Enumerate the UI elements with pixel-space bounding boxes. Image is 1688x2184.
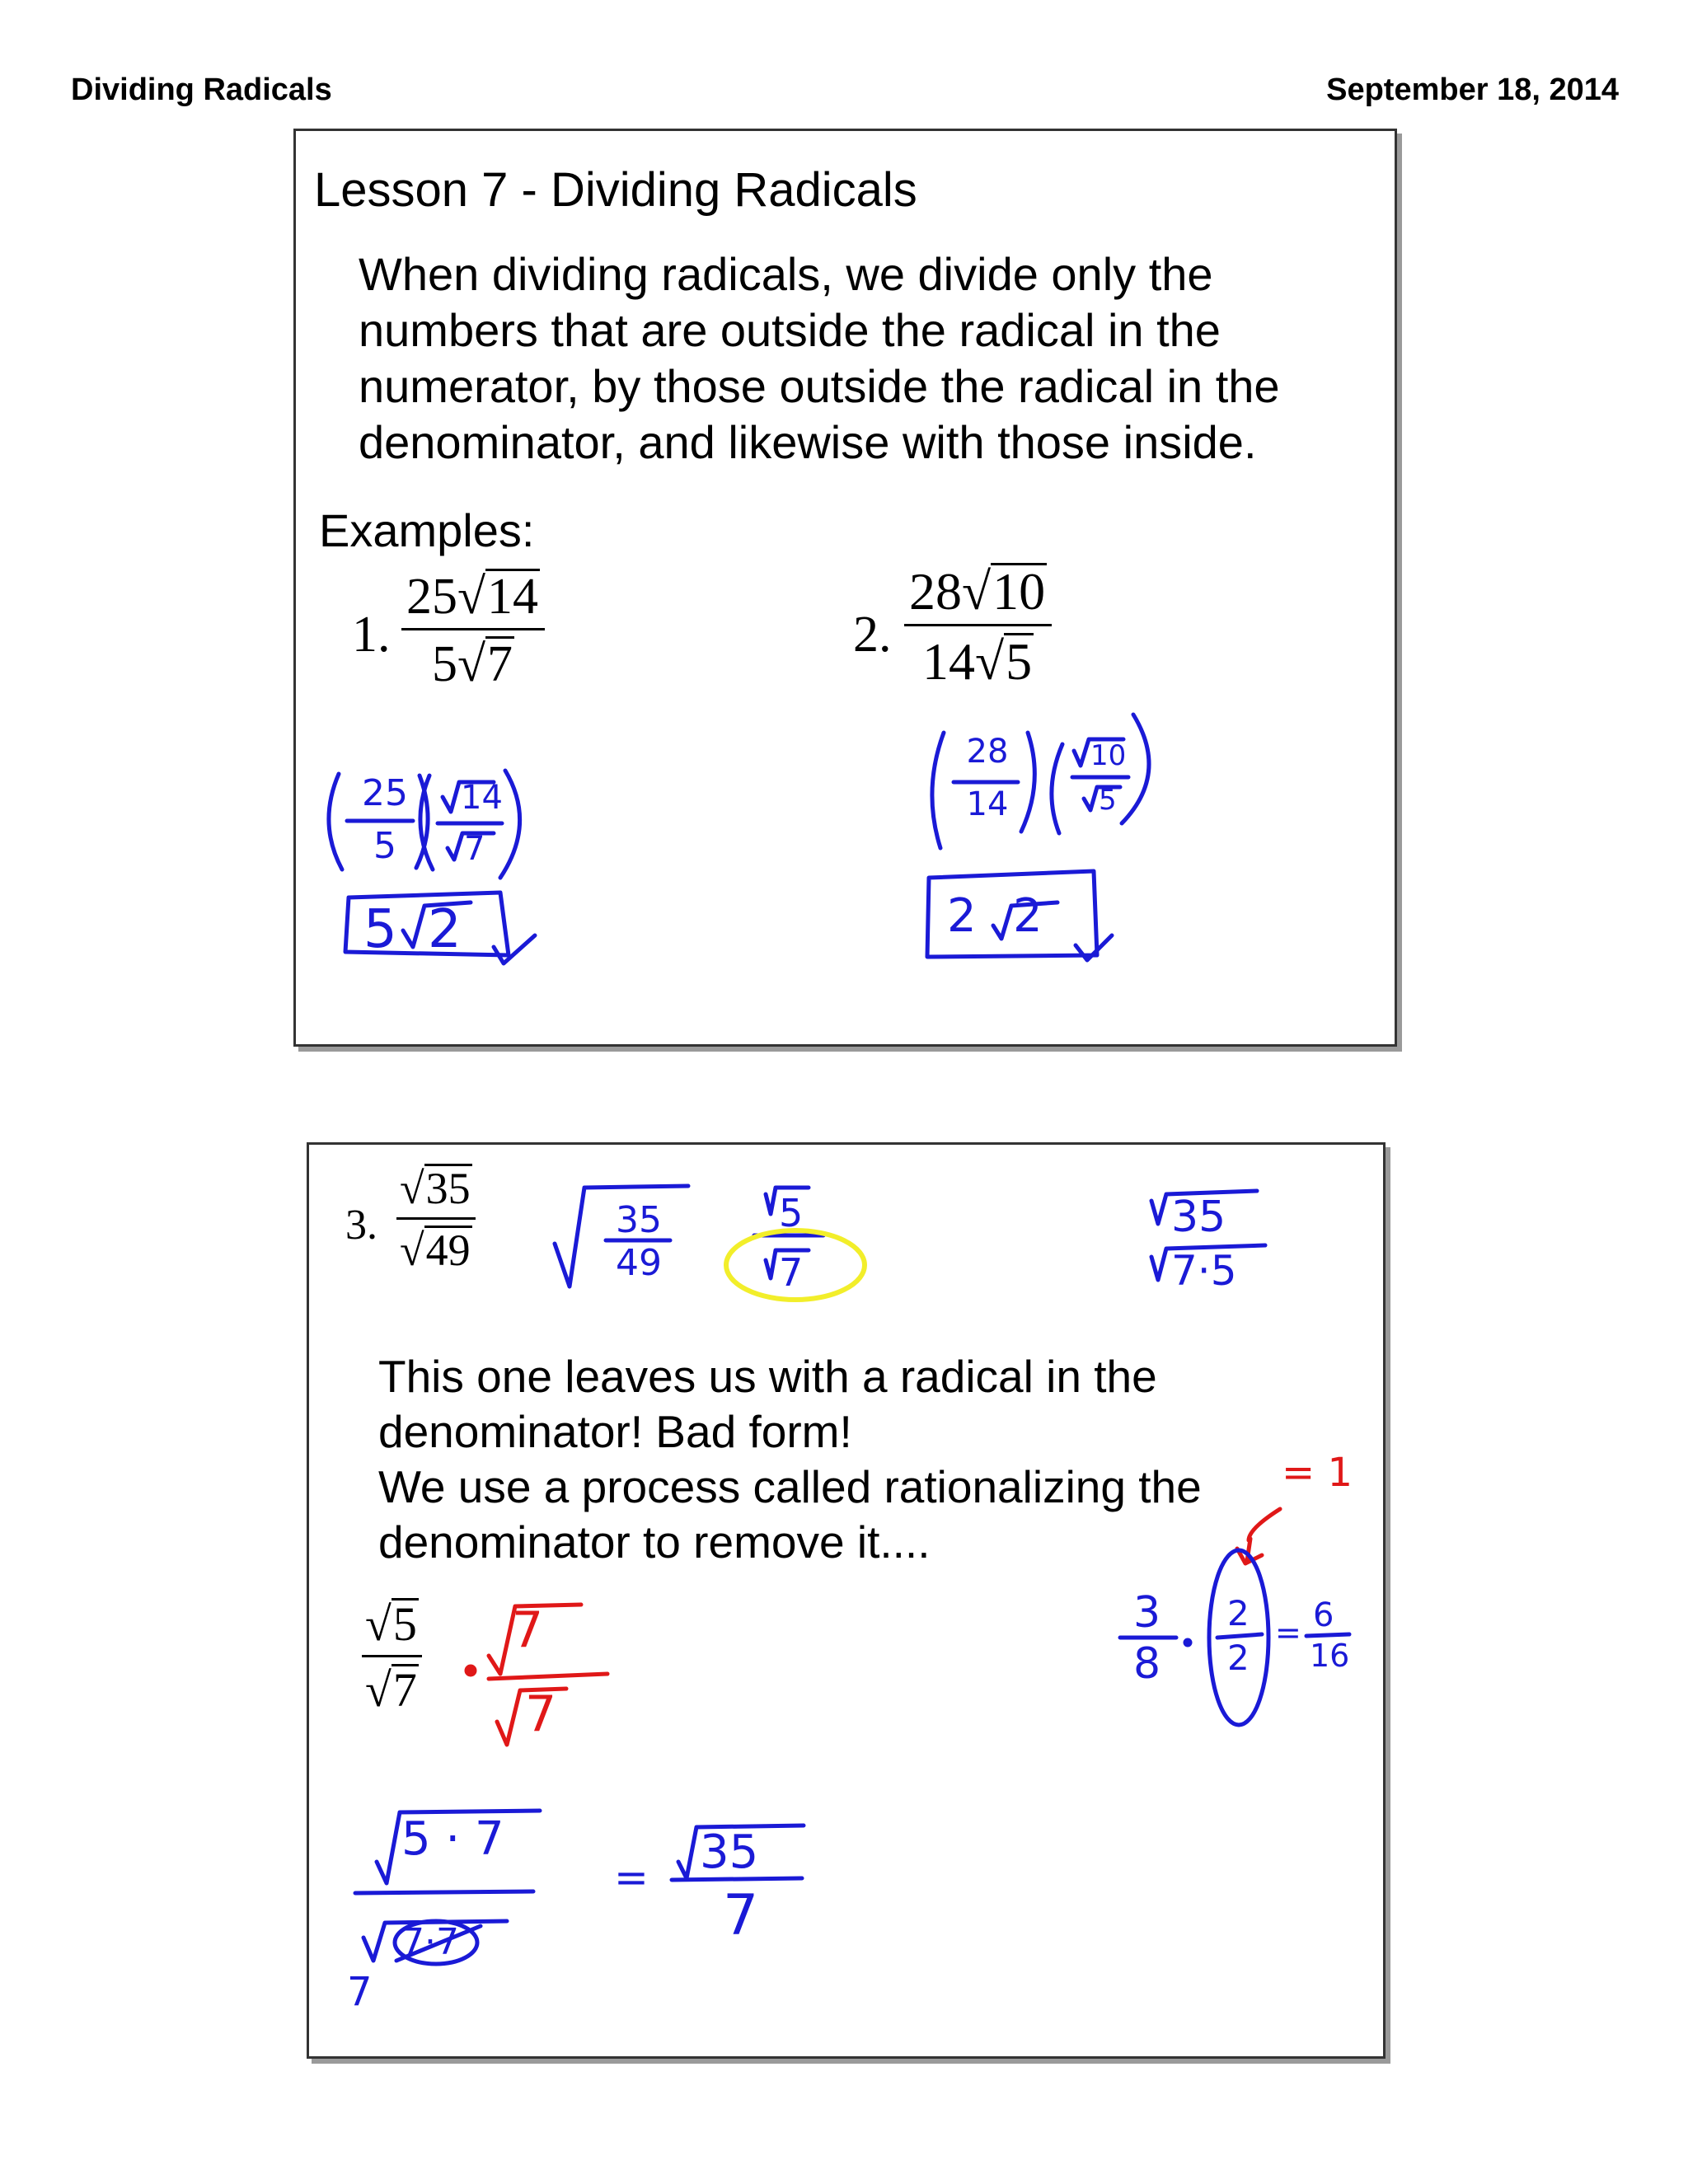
ink-paren xyxy=(1052,744,1062,833)
ink-num: 14 xyxy=(461,779,503,817)
paragraph-line: numbers that are outside the radical in the xyxy=(359,304,1221,356)
slide-lesson-7 xyxy=(293,129,1397,1047)
coefficient: 14 xyxy=(922,632,975,691)
paragraph-line: denominator to remove it.... xyxy=(378,1516,931,1568)
ink-num: 25 xyxy=(362,772,408,814)
page-header-title: Dividing Radicals xyxy=(71,73,332,107)
coefficient: 25 xyxy=(406,569,457,625)
lesson-title: Lesson 7 - Dividing Radicals xyxy=(314,163,917,217)
page-header-date: September 18, 2014 xyxy=(1326,73,1619,107)
example-2-denominator: 14√5 xyxy=(922,632,1033,691)
examples-label: Examples: xyxy=(319,504,535,556)
ink-answer-coef: 5 xyxy=(363,899,397,960)
radicand: 10 xyxy=(992,562,1046,621)
coefficient: 5 xyxy=(432,636,457,692)
ink-num: 7 xyxy=(512,1601,544,1659)
ink-paren xyxy=(1021,733,1034,832)
radicand: 7 xyxy=(487,636,513,692)
ink-fraction-bar xyxy=(1306,1634,1349,1636)
example-3-numerator: √35 xyxy=(400,1164,471,1213)
ink-num: 10 xyxy=(1090,739,1127,772)
ink-den: 14 xyxy=(966,785,1009,823)
coefficient: 28 xyxy=(909,562,962,621)
radicand: 14 xyxy=(487,569,539,625)
ink-den: 5 xyxy=(1099,784,1117,817)
ink-num: 5 xyxy=(779,1191,804,1235)
radicand: 5 xyxy=(1006,632,1033,691)
ink-den: 7·5 xyxy=(1171,1247,1237,1295)
paragraph-line: When dividing radicals, we divide only the xyxy=(359,248,1213,300)
ink-multiply-dot xyxy=(1185,1640,1190,1645)
ink-example-2 xyxy=(296,131,1395,1044)
ink-den: 16 xyxy=(1310,1638,1350,1674)
ink-num: 3 xyxy=(1133,1588,1161,1638)
step-numerator: √5 xyxy=(365,1597,417,1651)
example-1-number: 1. xyxy=(352,607,391,663)
ink-equals-one: = 1 xyxy=(1282,1450,1353,1496)
radicand: 35 xyxy=(425,1164,471,1213)
ink-num: 28 xyxy=(966,733,1009,771)
example-3-number: 3. xyxy=(345,1202,377,1249)
ink-den: 7 xyxy=(464,830,485,868)
ink-equals: = xyxy=(1275,1615,1301,1651)
paragraph-line: numerator, by those outside the radical in the xyxy=(359,360,1280,412)
ink-den-simplified: 7 xyxy=(347,1969,373,2015)
ink-answer-coef: 2 xyxy=(947,889,977,943)
ink-num: 35 xyxy=(1171,1193,1226,1242)
ink-answer-radicand: 2 xyxy=(1013,889,1043,943)
example-2-numerator: 28√10 xyxy=(909,562,1046,621)
ink-den: 49 xyxy=(616,1242,662,1284)
paragraph-line: denominator, and likewise with those inside. xyxy=(359,416,1257,468)
paragraph-line: We use a process called rationalizing the xyxy=(378,1461,1202,1512)
radicand: 5 xyxy=(392,1597,417,1651)
example-2-number: 2. xyxy=(853,607,892,663)
example-1-denominator: 5√7 xyxy=(432,636,513,692)
paragraph-line: This one leaves us with a radical in the xyxy=(378,1351,1157,1402)
ink-num: 35 xyxy=(700,1825,759,1879)
example-1-numerator: 25√14 xyxy=(406,569,539,625)
ink-den: 5 xyxy=(373,825,396,867)
ink-paren xyxy=(932,733,944,848)
ink-num: 5 · 7 xyxy=(401,1812,504,1866)
ink-num: 6 xyxy=(1313,1596,1334,1634)
ink-den-struck: 7·7 xyxy=(401,1921,459,1963)
ink-num: 35 xyxy=(616,1199,662,1241)
ink-arrow xyxy=(1247,1509,1280,1561)
ink-multiply-dot xyxy=(467,1666,475,1675)
ink-den: 7 xyxy=(779,1250,804,1295)
ink-num: 2 xyxy=(1227,1593,1250,1633)
ink-bottom xyxy=(309,1145,1383,2056)
ink-answer-radicand: 2 xyxy=(428,899,462,960)
radicand: 7 xyxy=(392,1663,417,1717)
slide-example-3 xyxy=(307,1142,1386,2059)
radicand: 49 xyxy=(425,1226,471,1275)
ink-equals: = xyxy=(614,1854,649,1901)
ink-den: 8 xyxy=(1133,1639,1161,1689)
example-3-denominator: √49 xyxy=(400,1226,471,1275)
ink-den: 7 xyxy=(723,1883,759,1948)
step-denominator: √7 xyxy=(365,1663,417,1717)
ink-den: 7 xyxy=(525,1685,557,1743)
ink-fraction-bar xyxy=(355,1891,533,1893)
ink-den: 2 xyxy=(1227,1638,1250,1678)
ink-fraction-bar xyxy=(489,1674,607,1679)
paragraph-line: denominator! Bad form! xyxy=(378,1406,852,1457)
